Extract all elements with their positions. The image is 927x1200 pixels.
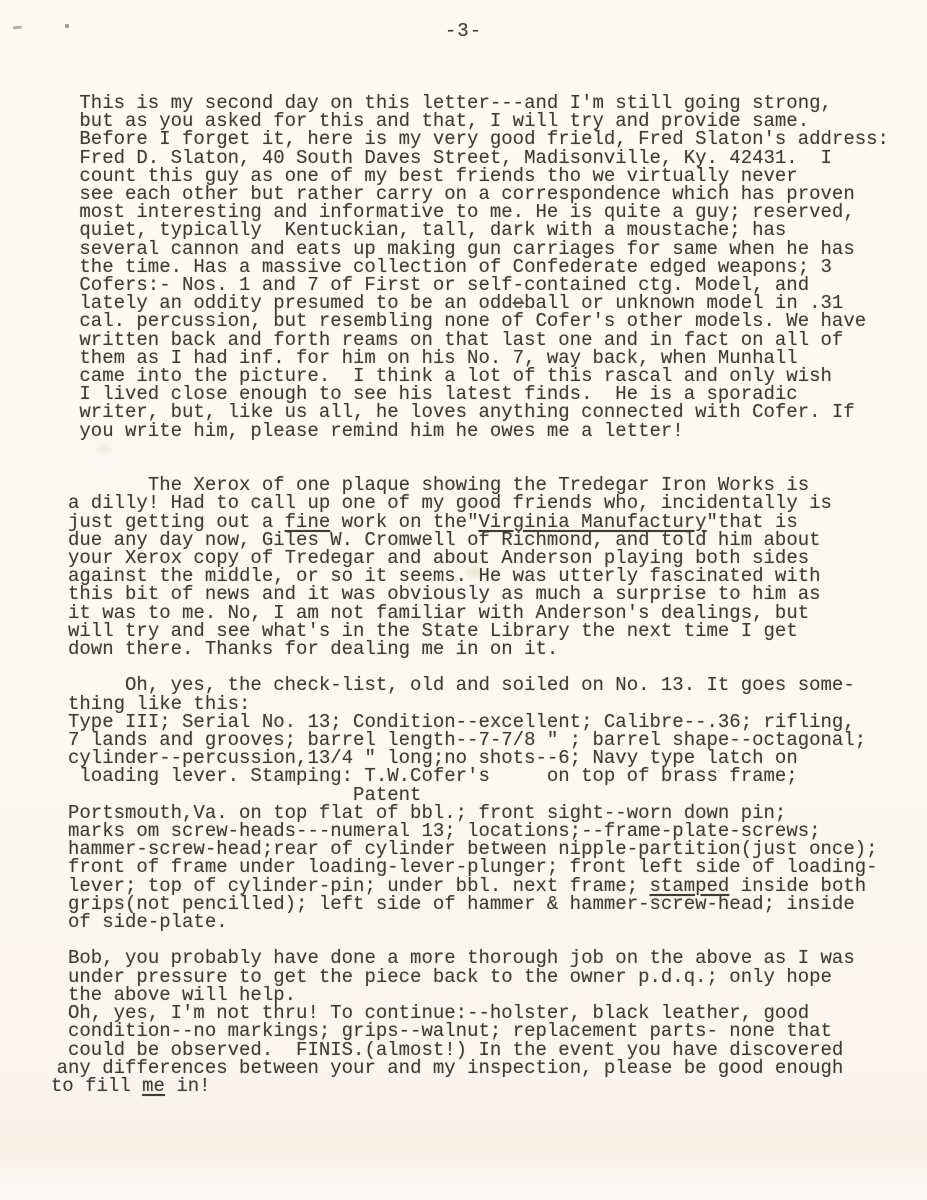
letter-text: this bit of news and it was obviously as much a surprise to him as	[68, 583, 821, 606]
letter-text: Patent	[68, 783, 422, 806]
letter-text: most interesting and informative to me. He is quite a guy; reserved,	[79, 201, 855, 224]
letter-text: Oh, yes, I'm not thru! To continue:--holster, black leather, good	[68, 1002, 810, 1025]
letter-text: e	[512, 292, 525, 315]
letter-line	[68, 638, 897, 661]
letter-text: but as you asked for this and that, I will try and provide same.	[79, 110, 810, 133]
letter-text: to fill	[50, 1074, 143, 1097]
letter-text: due any day now, Giles W. Cromwell of Richmond, and told him about	[68, 528, 821, 551]
letter-text: in!	[164, 1074, 211, 1097]
letter-text: inside both	[729, 874, 867, 897]
letter-text: several cannon and eats up making gun carriages for same when he has	[79, 237, 855, 260]
letter-text: Bob, you probably have done a more thorough job on the above as I was	[68, 947, 855, 970]
letter-text: This is my second day on this letter---and I'm still going strong,	[79, 92, 832, 114]
letter-text: work on the"	[330, 510, 479, 533]
letter-text: marks om screw-heads---numeral 13; locations;--frame-plate-screws;	[68, 820, 821, 843]
letter-text: any differences between your and my inspection, please be good enough	[56, 1056, 844, 1079]
letter-text: writer, but, like us all, he loves anything connected with Cofer. If	[79, 401, 855, 424]
letter-text: count this guy as one of my best friends tho we virtually never	[79, 164, 798, 187]
letter-text: Before I forget it, here is my very good frield, Fred Slaton's address:	[79, 128, 889, 151]
underlined-text: stamped	[649, 874, 730, 897]
letter-text: Type III; Serial No. 13; Condition--excellent; Calibre--.36; rifling,	[68, 710, 855, 733]
letter-text: 7 lands and grooves; barrel length--7-7/8 " ; barrel shape--octagonal;	[68, 729, 867, 752]
letter-text: hammer-screw-head;rear of cylinder between nipple-partition(just once);	[68, 838, 878, 861]
underlined-text: Virginia Manufactury	[478, 510, 707, 533]
letter-text: ball or unknown model in .31	[524, 292, 844, 315]
letter-text: thing like this:	[68, 692, 251, 715]
letter-text: it was to me. No, I am not familiar with Anderson's dealings, but	[68, 601, 810, 624]
letter-text: Cofers:- Nos. 1 and 7 of First or self-contained ctg. Model, and	[79, 274, 810, 297]
letter-text: just getting out a	[68, 510, 285, 533]
letter-line	[68, 911, 897, 934]
letter-line	[68, 440, 897, 458]
letter-text: your Xerox copy of Tredegar and about Anderson playing both sides	[68, 547, 810, 570]
letter-text: them as I had inf. for him on his No. 7, way back, when Munhall	[79, 346, 798, 369]
page-number: -3-	[444, 20, 483, 42]
letter-line	[79, 419, 897, 442]
letter-text: the time. Has a massive collection of Confederate edged weapons; 3	[79, 255, 832, 278]
letter-text: The Xerox of one plaque showing the Tredegar Iron Works is	[68, 474, 810, 497]
letter-text: front of frame under loading-lever-plunger; front left side of loading-	[68, 856, 878, 879]
letter-text: down there. Thanks for dealing me in on it.	[68, 638, 559, 661]
letter-text: lever; top of cylinder-pin; under bbl. next frame;	[68, 874, 650, 897]
letter-text: quiet, typically Kentuckian, tall, dark with a moustache; has	[79, 219, 787, 242]
letter-text: will try and see what's in the State Library the next time I get	[68, 619, 798, 642]
letter-text: against the middle, or so it seems. He was utterly fascinated with	[68, 565, 821, 588]
letter-text: Portsmouth,Va. on top flat of bbl.; front sight--worn down pin;	[68, 801, 787, 824]
letter-text: lately an oddity presumed to be an odd	[79, 292, 513, 315]
letter-line	[50, 1074, 897, 1097]
letter-text: under pressure to get the piece back to the owner p.d.q.; only hope	[68, 965, 832, 988]
letter-text: cylinder--percussion,13/4 " long;no shots--6; Navy type latch on	[68, 747, 798, 770]
letter-text: condition--no markings; grips--walnut; replacement parts- none that	[68, 1020, 832, 1043]
letter-text: you write him, please remind him he owes me a letter!	[79, 419, 684, 442]
letter-text: Fred D. Slaton, 40 South Daves Street, Madisonville, Ky. 42431. I	[79, 146, 832, 169]
letter-text: a dilly! Had to call up one of my good friends who, incidentally is	[68, 492, 832, 515]
underlined-text: me	[142, 1074, 165, 1097]
underlined-text: fine	[284, 510, 331, 533]
letter-text: I lived close enough to see his latest finds. He is a sporadic	[79, 383, 798, 406]
letter-text: could be observed. FINIS.(almost!) In the event you have discovered	[68, 1038, 844, 1061]
letter-text: written back and forth reams on that last one and in fact on all of	[79, 328, 844, 351]
letter-text: see each other but rather carry on a correspondence which has proven	[79, 183, 855, 206]
letter-text: Oh, yes, the check-list, old and soiled on No. 13. It goes some-	[68, 674, 855, 697]
letter-text: of side-plate.	[68, 911, 228, 934]
letter-text: cal. percussion, but resembling none of Cofer's other models. We have	[79, 310, 867, 333]
letter-body	[50, 92, 897, 1097]
letter-text: the above will help.	[68, 983, 297, 1006]
letter-text: came into the picture. I think a lot of this rascal and only wish	[79, 365, 832, 388]
letter-text: grips(not pencilled); left side of hammer & hammer-screw-head; inside	[68, 892, 855, 915]
letter-text: loading lever. Stamping: T.W.Cofer's on top of brass frame;	[79, 765, 798, 788]
letter-text: "that is	[706, 510, 798, 533]
